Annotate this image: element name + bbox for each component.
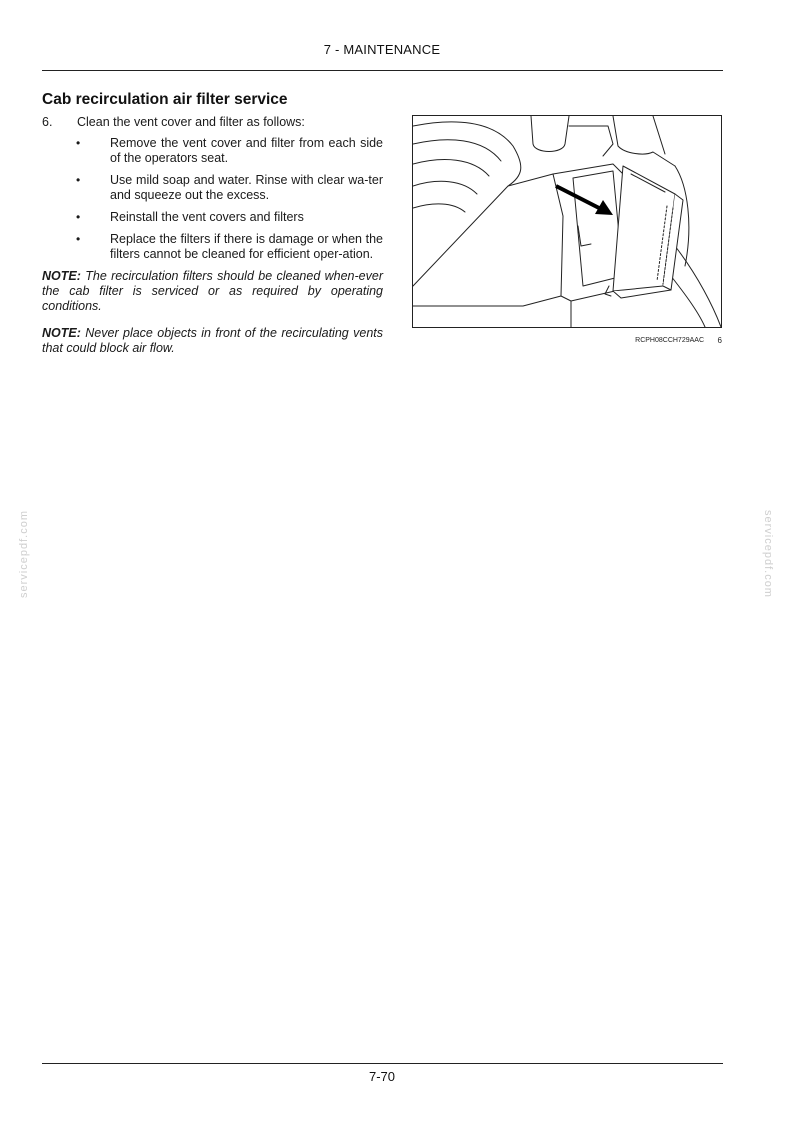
bullet-icon: • [76,173,81,187]
bullet-text: Remove the vent cover and filter from each side of the operators seat. [110,136,383,165]
list-item [42,173,383,203]
figure-number: 6 [717,336,722,345]
note-2 [42,326,383,356]
list-item [42,232,383,262]
page-number: 7-70 [368,1069,396,1084]
watermark-left: servicepdf.com [18,510,30,598]
header-rule [42,70,723,71]
filter-illustration [413,116,721,327]
bullet-icon: • [76,136,81,150]
page-header-title: 7 - MAINTENANCE [323,42,441,57]
bullet-text: Reinstall the vent covers and filters [110,210,304,224]
note-text: The recirculation filters should be cleaned when-ever the cab filter is serviced or as required by operating conditions. [42,269,383,313]
note-1 [42,269,383,314]
instruction-column [42,115,383,368]
bullet-icon: • [76,210,81,224]
note-label: NOTE: [42,269,81,283]
bullet-text: Use mild soap and water. Rinse with clear wa-ter and squeeze out the excess. [110,173,383,202]
step-text: Clean the vent cover and filter as follows: [77,115,305,129]
note-text: Never place objects in front of the recirculating vents that could block air flow. [42,326,383,355]
bullet-list [42,136,383,262]
step-number: 6. [42,115,53,129]
list-item [42,136,383,166]
watermark-right: servicepdf.com [762,510,774,598]
step-6 [42,115,383,130]
bullet-text: Replace the filters if there is damage or when the filters cannot be cleaned for efficient oper-ation. [110,232,383,261]
arrow-indicator [556,186,613,215]
list-item [42,210,383,225]
section-title: Cab recirculation air filter service [42,91,288,108]
note-label: NOTE: [42,326,81,340]
figure-code: RCPH08CCH729AAC [635,337,704,344]
bullet-icon: • [76,232,81,246]
footer-rule [42,1063,723,1064]
figure-illustration [412,115,722,328]
